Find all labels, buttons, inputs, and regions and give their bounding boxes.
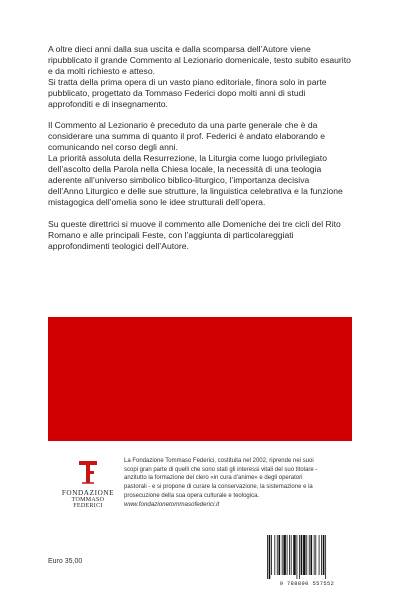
blurb-line: ripubblicato il grande Commento al Lezionario domenicale, testo subito esaurito	[48, 54, 351, 65]
foundation-logo	[60, 459, 116, 509]
blurb-line: Romano e alle principali Feste, con l’aggiunta di particolareggiati	[48, 229, 294, 240]
foundation-website-link[interactable]: www.fondazionetommasofederici.it	[124, 500, 220, 508]
barcode-bar	[283, 535, 285, 575]
red-accent-bar	[48, 317, 352, 441]
blurb-line: approfondimenti teologici dell’Autore.	[48, 240, 189, 251]
barcode-bar	[323, 535, 325, 575]
isbn-number: 9 788890 557552	[279, 581, 335, 587]
blurb-line: dell’ascolto della Parola nella Chiesa locale, la necessità di una teologia	[48, 164, 322, 175]
logo-wordmark-line-2: TOMMASO FEDERICI	[71, 497, 105, 509]
barcode-bar	[291, 535, 292, 575]
logo-wordmark-line-1: FONDAZIONE	[61, 489, 115, 497]
foundation-description	[124, 457, 360, 509]
barcode-bar	[293, 535, 295, 575]
barcode-bar	[287, 535, 288, 575]
barcode-bar	[301, 535, 303, 575]
foundation-line: scopi gran parte di quelli che sono stati gli interessi vitali del suo titolare -	[124, 466, 318, 473]
blurb-line: Il Commento al Lezionario è preceduto da una parte generale che è da	[48, 120, 318, 131]
barcode-bar	[319, 535, 320, 575]
blurb-line: dell’Anno Liturgico e delle sue strutture, la linguistica celebrativa e la funzione	[48, 185, 343, 196]
barcode-bar	[315, 535, 316, 575]
barcode-bar	[325, 535, 326, 579]
blurb-line: Su queste direttrici si muove il commento alle Domeniche dei tre cicli del Rito	[48, 218, 341, 229]
barcode-bar	[306, 535, 307, 575]
barcode-bar	[310, 535, 312, 575]
blurb-line: mistagogica dell’omelia sono le idee strutturali dell’opera.	[48, 196, 266, 207]
barcode-bar	[267, 535, 268, 579]
price-label: Euro 35,00	[48, 558, 83, 565]
barcode-bar	[277, 535, 278, 575]
barcode-bar	[309, 535, 310, 575]
blurb-line: e da molti richiesto e atteso.	[48, 65, 155, 76]
barcode-graphic	[263, 535, 351, 579]
blurb-line: Si tratta della prima opera di un vasto piano editoriale, finora solo in parte	[48, 76, 327, 87]
barcode-bar	[271, 535, 272, 575]
blurb-line: comunicando nel corso degli anni.	[48, 142, 178, 153]
barcode-bar	[321, 535, 322, 575]
blurb-text	[48, 44, 356, 262]
blurb-line: pubblicato, progettato da Tommaso Federici dopo molti anni di studi	[48, 87, 306, 98]
foundation-line: pastorali - e si propone di curare la conservazione, la sistemazione e la	[124, 484, 313, 491]
barcode-bar	[274, 535, 275, 575]
blurb-line: La priorità assoluta della Resurrezione, la Liturgia come luogo privilegiato	[48, 153, 327, 164]
foundation-line: La Fondazione Tommaso Federici, costituita nel 2002, riprende nei suoi	[124, 458, 314, 464]
foundation-line: anzitutto la formazione del clero «in cura d’anime» e degli operatori	[124, 475, 303, 482]
blurb-line: A oltre dieci anni dalla sua uscita e dalla scomparsa dell’Autore viene	[48, 44, 311, 54]
barcode-bar	[297, 535, 298, 579]
blurb-paragraph-3	[48, 219, 356, 252]
barcode-bar	[299, 535, 300, 579]
blurb-paragraph-2	[48, 120, 356, 207]
barcode-bar	[269, 535, 271, 579]
barcode-bar	[303, 535, 305, 575]
foundation-line: prosecuzione della sua opera culturale e teologica.	[124, 492, 260, 499]
blurb-line: approfonditi e di insegnamento.	[48, 98, 168, 109]
barcode-bar	[289, 535, 290, 575]
barcode-bar	[278, 535, 280, 575]
blurb-paragraph-1	[48, 44, 356, 109]
blurb-line: considerare una summa di quanto il prof. Federici è andato elaborando e	[48, 131, 326, 142]
barcode-bar	[314, 535, 315, 575]
tf-monogram-icon	[77, 459, 99, 485]
blurb-line: aderente all’universo simbolico biblico-liturgico, l’importanza decisiva	[48, 174, 310, 185]
barcode-bar	[282, 535, 283, 575]
isbn-barcode	[263, 535, 351, 590]
